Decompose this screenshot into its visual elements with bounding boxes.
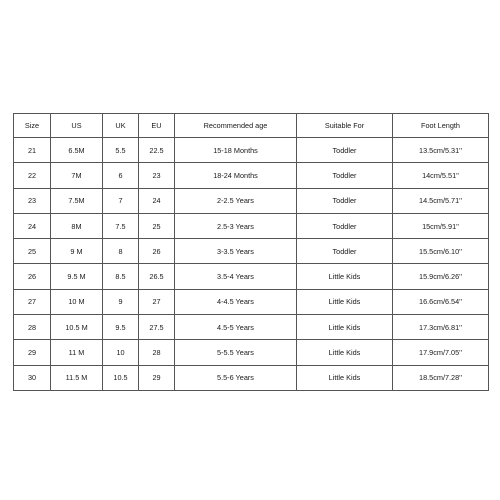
- cell-suitable-for: Toddler: [297, 239, 393, 264]
- cell-size: 29: [14, 340, 51, 365]
- cell-size: 22: [14, 163, 51, 188]
- cell-suitable-for: Toddler: [297, 188, 393, 213]
- cell-recommended-age: 4.5-5 Years: [175, 315, 297, 340]
- cell-us: 7.5M: [51, 188, 103, 213]
- cell-us: 7M: [51, 163, 103, 188]
- size-chart-table: [13, 113, 489, 391]
- cell-uk: 9.5: [103, 315, 139, 340]
- cell-us: 11.5 M: [51, 365, 103, 390]
- cell-foot-length: 17.9cm/7.05'': [393, 340, 489, 365]
- cell-suitable-for: Little Kids: [297, 365, 393, 390]
- cell-foot-length: 15.5cm/6.10'': [393, 239, 489, 264]
- cell-uk: 9: [103, 289, 139, 314]
- cell-recommended-age: 5.5-6 Years: [175, 365, 297, 390]
- cell-uk: 7.5: [103, 213, 139, 238]
- cell-suitable-for: Toddler: [297, 213, 393, 238]
- cell-recommended-age: 18-24 Months: [175, 163, 297, 188]
- cell-eu: 24: [139, 188, 175, 213]
- cell-size: 26: [14, 264, 51, 289]
- cell-eu: 29: [139, 365, 175, 390]
- cell-recommended-age: 3.5-4 Years: [175, 264, 297, 289]
- table-row: [14, 239, 489, 264]
- header-us: US: [51, 114, 103, 138]
- cell-recommended-age: 4-4.5 Years: [175, 289, 297, 314]
- cell-us: 10 M: [51, 289, 103, 314]
- cell-size: 23: [14, 188, 51, 213]
- cell-eu: 26.5: [139, 264, 175, 289]
- cell-suitable-for: Little Kids: [297, 289, 393, 314]
- cell-uk: 8: [103, 239, 139, 264]
- cell-us: 11 M: [51, 340, 103, 365]
- cell-foot-length: 14cm/5.51'': [393, 163, 489, 188]
- table-row: [14, 315, 489, 340]
- cell-eu: 28: [139, 340, 175, 365]
- table-row: [14, 340, 489, 365]
- cell-eu: 25: [139, 213, 175, 238]
- cell-recommended-age: 2.5-3 Years: [175, 213, 297, 238]
- cell-size: 25: [14, 239, 51, 264]
- cell-eu: 26: [139, 239, 175, 264]
- table-body: [14, 138, 489, 391]
- cell-eu: 27: [139, 289, 175, 314]
- cell-uk: 7: [103, 188, 139, 213]
- cell-uk: 10.5: [103, 365, 139, 390]
- cell-uk: 6: [103, 163, 139, 188]
- header-suitable-for: Suitable For: [297, 114, 393, 138]
- cell-recommended-age: 5-5.5 Years: [175, 340, 297, 365]
- cell-foot-length: 15cm/5.91'': [393, 213, 489, 238]
- cell-recommended-age: 2-2.5 Years: [175, 188, 297, 213]
- cell-us: 10.5 M: [51, 315, 103, 340]
- table-row: [14, 213, 489, 238]
- cell-suitable-for: Little Kids: [297, 264, 393, 289]
- cell-foot-length: 14.5cm/5.71'': [393, 188, 489, 213]
- cell-foot-length: 13.5cm/5.31'': [393, 138, 489, 163]
- header-recommended-age: Recommended age: [175, 114, 297, 138]
- table-row: [14, 264, 489, 289]
- cell-foot-length: 16.6cm/6.54'': [393, 289, 489, 314]
- cell-us: 6.5M: [51, 138, 103, 163]
- cell-suitable-for: Little Kids: [297, 340, 393, 365]
- cell-eu: 22.5: [139, 138, 175, 163]
- cell-size: 27: [14, 289, 51, 314]
- cell-suitable-for: Toddler: [297, 163, 393, 188]
- cell-uk: 10: [103, 340, 139, 365]
- cell-eu: 27.5: [139, 315, 175, 340]
- table-row: [14, 138, 489, 163]
- header-row: [14, 114, 489, 138]
- cell-size: 21: [14, 138, 51, 163]
- cell-size: 30: [14, 365, 51, 390]
- cell-us: 9 M: [51, 239, 103, 264]
- cell-size: 28: [14, 315, 51, 340]
- cell-foot-length: 17.3cm/6.81'': [393, 315, 489, 340]
- table-row: [14, 163, 489, 188]
- cell-suitable-for: Little Kids: [297, 315, 393, 340]
- header-size: Size: [14, 114, 51, 138]
- cell-uk: 8.5: [103, 264, 139, 289]
- cell-us: 9.5 M: [51, 264, 103, 289]
- header-uk: UK: [103, 114, 139, 138]
- cell-foot-length: 15.9cm/6.26'': [393, 264, 489, 289]
- cell-us: 8M: [51, 213, 103, 238]
- cell-uk: 5.5: [103, 138, 139, 163]
- cell-eu: 23: [139, 163, 175, 188]
- header-eu: EU: [139, 114, 175, 138]
- table-row: [14, 188, 489, 213]
- header-foot-length: Foot Length: [393, 114, 489, 138]
- cell-recommended-age: 3-3.5 Years: [175, 239, 297, 264]
- table-row: [14, 289, 489, 314]
- cell-foot-length: 18.5cm/7.28'': [393, 365, 489, 390]
- cell-size: 24: [14, 213, 51, 238]
- cell-recommended-age: 15-18 Months: [175, 138, 297, 163]
- table-row: [14, 365, 489, 390]
- cell-suitable-for: Toddler: [297, 138, 393, 163]
